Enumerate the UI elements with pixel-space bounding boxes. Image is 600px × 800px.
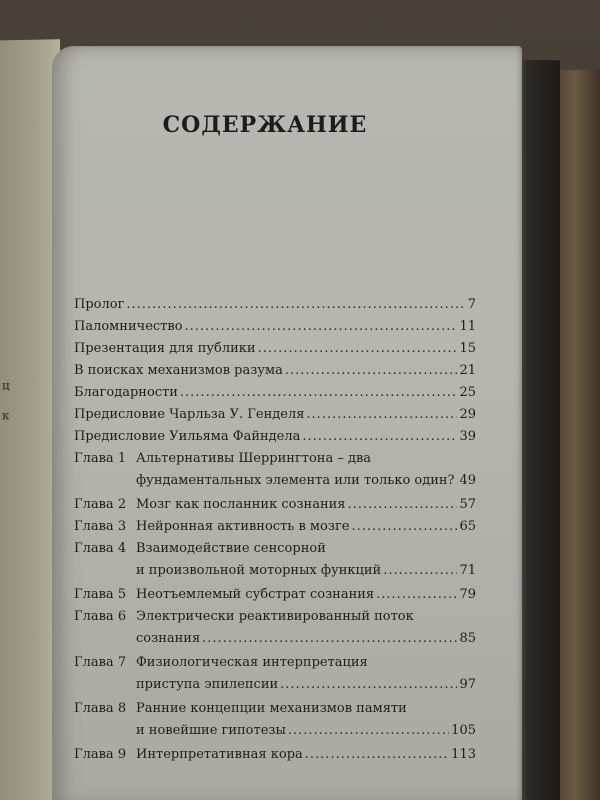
toc-entry <box>74 448 476 494</box>
toc-page-number: 97 <box>459 677 476 692</box>
toc-entry-title-continued: приступа эпилепсии <box>136 677 279 692</box>
toc-entry <box>74 606 476 652</box>
toc-leader-dots <box>202 628 457 650</box>
toc-page-number: 25 <box>459 385 476 400</box>
toc-entry <box>74 294 476 316</box>
toc-entry-title: Предисловие Чарльза У. Генделя <box>74 407 305 422</box>
toc-entry-title: Альтернативы Шеррингтона – два <box>136 451 372 466</box>
toc-chapter-label: Глава 6 <box>74 609 127 624</box>
toc-entry-title: Электрически реактивированный поток <box>136 609 414 624</box>
toc-entry-title: Взаимодействие сенсорной <box>136 541 326 556</box>
toc-entry <box>74 698 476 744</box>
toc-chapter-label: Глава 2 <box>74 497 127 512</box>
toc-leader-dots <box>457 470 458 492</box>
toc-entry-title: Мозг как посланник сознания <box>136 497 346 512</box>
toc-entry-title: Нейронная активность в мозге <box>136 519 350 534</box>
page-title: СОДЕРЖАНИЕ <box>162 112 368 138</box>
toc-entry-title: Паломничество <box>74 319 183 334</box>
toc-entry-title: Неотъемлемый субстрат сознания <box>136 587 375 602</box>
toc-chapter-label: Глава 4 <box>74 541 127 556</box>
toc-leader-dots <box>258 338 458 360</box>
toc-leader-dots <box>376 584 457 606</box>
toc-entry-title: Благодарности <box>74 385 178 400</box>
toc-entry-title-continued: сознания <box>136 631 201 646</box>
toc-chapter-label: Глава 8 <box>74 701 127 716</box>
toc-page-number: 85 <box>459 631 476 646</box>
toc-chapter-label: Глава 9 <box>74 747 127 762</box>
toc-entry <box>74 382 476 404</box>
toc-page-number: 11 <box>459 319 476 334</box>
toc-page-number: 105 <box>451 723 476 738</box>
toc-page-number: 21 <box>459 363 476 378</box>
toc-entry <box>74 360 476 382</box>
toc-page-number: 39 <box>459 429 476 444</box>
toc-page-number: 29 <box>459 407 476 422</box>
toc-leader-dots <box>347 494 457 516</box>
toc-chapter-label: Глава 3 <box>74 519 127 534</box>
toc-entry-title: Предисловие Уильяма Файндела <box>74 429 301 444</box>
left-page-fragment: κ <box>2 408 10 423</box>
toc-entry <box>74 338 476 360</box>
toc-leader-dots <box>351 516 457 538</box>
toc-page-number: 71 <box>459 563 476 578</box>
toc-page-number: 7 <box>467 297 476 312</box>
toc-page-number: 15 <box>459 341 476 356</box>
toc-entry <box>74 494 476 516</box>
toc-leader-dots <box>383 560 457 582</box>
toc-chapter-label: Глава 1 <box>74 451 127 466</box>
toc-leader-dots <box>180 382 458 404</box>
toc-entry <box>74 584 476 606</box>
toc-page-number: 65 <box>459 519 476 534</box>
toc-leader-dots <box>288 720 449 742</box>
toc-entry <box>74 316 476 338</box>
toc-entry-title: Ранние концепции механизмов памяти <box>136 701 407 716</box>
toc-leader-dots <box>280 674 457 696</box>
toc-entry <box>74 516 476 538</box>
left-page-fragment: ц <box>2 378 10 393</box>
toc-entry-title-continued: и новейшие гипотезы <box>136 723 286 738</box>
toc-leader-dots <box>302 426 457 448</box>
left-page-edge <box>0 39 60 800</box>
toc-page-number: 49 <box>459 473 476 488</box>
toc-leader-dots <box>305 744 449 766</box>
toc-entry <box>74 404 476 426</box>
toc-chapter-label: Глава 7 <box>74 655 127 670</box>
toc-entry-title: Физиологическая интерпретация <box>136 655 368 670</box>
toc-leader-dots <box>285 360 458 382</box>
toc-leader-dots <box>306 404 457 426</box>
toc-entry <box>74 744 476 766</box>
toc-page-number: 79 <box>459 587 476 602</box>
toc-chapter-label: Глава 5 <box>74 587 127 602</box>
toc-page-number: 57 <box>459 497 476 512</box>
toc-entry-title: Пролог <box>74 297 125 312</box>
toc-leader-dots <box>185 316 458 338</box>
toc-entry-title-continued: и произвольной моторных функций <box>136 563 382 578</box>
toc-entry <box>74 538 476 584</box>
toc-entry-title-continued: фундаментальных элемента или только один? <box>136 473 455 488</box>
toc-entry-title: Презентация для публики <box>74 341 256 356</box>
toc-page-number: 113 <box>451 747 476 762</box>
toc-entry <box>74 426 476 448</box>
toc-entry-title: Интерпретативная кора <box>136 747 303 762</box>
toc-entry <box>74 652 476 698</box>
table-of-contents <box>74 294 476 766</box>
toc-leader-dots <box>126 294 465 316</box>
toc-entry-title: В поисках механизмов разума <box>74 363 283 378</box>
